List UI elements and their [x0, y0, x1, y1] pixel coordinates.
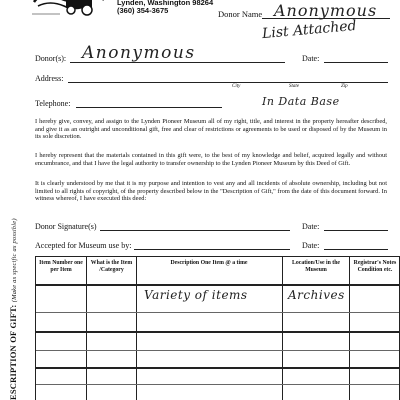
donor-signature-label: Donor Signature(s) [35, 222, 97, 231]
donors-label: Donor(s): [35, 54, 67, 63]
accepted-date-line[interactable] [324, 249, 388, 250]
col-item-category: What is the Item /Category [90, 260, 133, 273]
accepted-date-label: Date: [302, 241, 320, 250]
donor-date-label: Date: [302, 54, 320, 63]
row1-location[interactable]: Archives [288, 288, 345, 302]
accepted-by-line[interactable] [134, 249, 290, 250]
side-label-main: ESCRIPTION OF GIFT: [8, 304, 18, 400]
telephone-note: In Data Base [262, 95, 340, 108]
city-line: Lynden, Washington 98264 [117, 0, 214, 7]
gift-description-table [35, 256, 400, 400]
donor-name-label: Donor Name [218, 9, 263, 19]
address-line[interactable] [68, 82, 388, 83]
side-label-hint: (Make as specific as possible) [11, 218, 18, 303]
donor-date-line [324, 62, 388, 63]
signature-date-label: Date: [302, 222, 320, 231]
telephone-label: Telephone: [35, 99, 71, 108]
gift-clause-paragraph: I hereby give, convey, and assign to the Lynden Pioneer Museum all of my right, title, and interest in the property hereafter described, and give it as an outright and unconditional gift, free and clear of restrictions or agreements to be used or disposed of by the Museum in its sole discretion. [35, 118, 387, 141]
museum-phone: (360) 354-3675 [117, 6, 169, 15]
col-registrar-notes: Registrar's Notes Condition etc. [353, 260, 397, 273]
donor-signature-line[interactable] [100, 230, 290, 231]
zip-caption: Zip [341, 84, 348, 89]
col-location: Location/Use in the Museum [292, 260, 340, 273]
ownership-paragraph: It is clearly understood by me that it is my purpose and intention to vest any and all incidents of absolute ownership, including but not limited to all rights of copyright, of the property described below in the "Description of Gift," from the date of this document forward. In witness whereof, I have executed this deed: [35, 180, 387, 203]
donor-name-value[interactable]: Anonymous [274, 1, 378, 20]
col-item-number: Item Number one per Item [39, 260, 83, 273]
row1-description[interactable]: Variety of items [144, 288, 248, 302]
col-description: Description One Item @ a time [170, 260, 248, 266]
description-of-gift-side-label [8, 218, 18, 400]
telephone-line[interactable] [76, 107, 222, 108]
signature-date-line[interactable] [324, 230, 388, 231]
list-attached-note: List Attached [261, 17, 358, 43]
city-caption: City [232, 84, 241, 89]
legal-authority-paragraph: I hereby represent that the materials contained in this gift were, to the best of my knowledge and belief, acquired legally and without encumbrance, and that I have the legal authority to transfer ownership to the Lynden Pioneer Museum by this Deed of Gift. [35, 152, 387, 167]
accepted-by-label: Accepted for Museum use by: [35, 241, 132, 250]
address-label: Address: [35, 74, 64, 83]
museum-logo [30, 0, 110, 18]
donors-value[interactable]: Anonymous [82, 43, 196, 63]
state-caption: State [289, 84, 299, 89]
